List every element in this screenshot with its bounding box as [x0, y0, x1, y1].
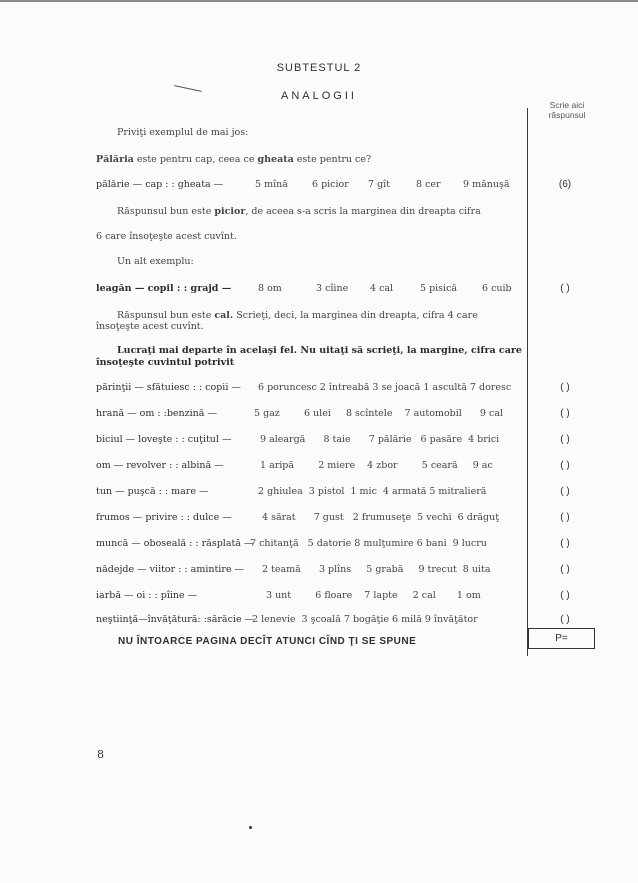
second-explanation-line-2: însoţeşte acest cuvînt. — [96, 321, 204, 332]
item-label: iarbă — oi : : pîine — — [96, 590, 198, 601]
item-options: 6 poruncesc 2 întreabă 3 se joacă 1 ascultă 7 doresc — [258, 382, 512, 393]
answer-slot[interactable]: ( ) — [560, 460, 570, 471]
item-label: părinţii — sfătuiesc : : copii — — [96, 382, 241, 393]
item-options: 3 unt 6 floare 7 lapte 2 cal 1 om — [266, 590, 481, 601]
answer-column-divider — [527, 108, 528, 656]
explanation-text: , de aceea s-a scris la marginea din dreapta cifra — [245, 206, 481, 217]
answer-slot[interactable]: ( ) — [560, 512, 570, 523]
item-options: 2 teamă 3 plîns 5 grabă 9 trecut 8 uita — [262, 564, 491, 575]
item-label: hrană — om : :benzină — — [96, 408, 217, 419]
score-box[interactable]: P= — [528, 628, 595, 649]
example-option: 5 mînă — [255, 179, 288, 190]
explanation-text: Răspunsul bun este — [117, 206, 215, 217]
second-example-intro: Un alt exemplu: — [117, 256, 194, 267]
item-options: 2 ghiulea 3 pistol 1 mic 4 armată 5 mitralieră — [258, 486, 487, 497]
item-options: 7 chitanţă 5 datorie 8 mulţumire 6 bani 9 lucru — [250, 538, 487, 549]
page-title: SUBTESTUL 2 — [276, 62, 362, 74]
page-number: 8 — [97, 748, 104, 761]
page-speck — [249, 826, 252, 829]
second-example-option: 6 cuib — [482, 283, 512, 294]
second-example-option: 3 cîine — [316, 283, 349, 294]
second-example-option: 5 pisică — [420, 283, 458, 294]
example-word-gheata: gheata — [257, 154, 294, 165]
item-label: frumos — privire : : dulce — — [96, 512, 232, 523]
example-option: 9 mănuşă — [463, 179, 510, 190]
example-option: 8 cer — [416, 179, 441, 190]
item-label: neştiinţă—învăţătură: :sărăcie — — [96, 614, 255, 625]
second-example-option: 4 cal — [370, 283, 394, 294]
item-label: om — revolver : : albină — — [96, 460, 224, 471]
answer-column-heading: Scrie aici răspunsul — [548, 100, 586, 120]
example-text-end: este pentru ce? — [293, 154, 372, 165]
item-label: muncă — oboseală : : răsplată — — [96, 538, 254, 549]
explanation-line-2: 6 care însoţeşte acest cuvînt. — [96, 231, 237, 242]
item-label: biciul — loveşte : : cuţitul — — [96, 434, 232, 445]
example-option: 7 gît — [368, 179, 391, 190]
second-explanation-line — [117, 310, 478, 321]
explanation-text: Scrieţi, deci, la marginea din dreapta, cifra 4 care — [233, 310, 478, 321]
work-instruction-line: Lucraţi mai departe în acelaşi fel. Nu uitaţi să scrieţi, la margine, cifra care — [117, 345, 522, 356]
explanation-text: Răspunsul bun este — [117, 310, 215, 321]
item-options: 1 aripă 2 miere 4 zbor 5 ceară 9 ac — [260, 460, 493, 471]
answer-slot[interactable]: ( ) — [560, 434, 570, 445]
item-options: 9 aleargă 8 taie 7 pălărie 6 pasăre 4 brici — [260, 434, 500, 445]
answer-slot[interactable]: ( ) — [560, 590, 570, 601]
answer-slot[interactable]: ( ) — [560, 408, 570, 419]
item-label: tun — puşcă : : mare — — [96, 486, 209, 497]
answer-slot[interactable]: ( ) — [560, 382, 570, 393]
answer-slot[interactable]: ( ) — [560, 564, 570, 575]
page-subtitle: ANALOGII — [281, 90, 357, 102]
answer-slot[interactable]: ( ) — [560, 538, 570, 549]
answer-slot[interactable]: ( ) — [560, 283, 570, 294]
explanation-keyword: picior — [214, 206, 246, 217]
example-word-palaria: Pălăria — [96, 154, 134, 165]
example-row-label: pălărie — cap : : gheata — — [96, 179, 224, 190]
example-option: 6 picior — [312, 179, 349, 190]
answer-slot[interactable]: ( ) — [560, 486, 570, 497]
instruction-text: Priviţi exemplul de mai jos: — [117, 127, 249, 138]
work-instruction-line-2: însoţeşte cuvintul potrivit — [96, 357, 235, 368]
footer-instruction: NU ÎNTOARCE PAGINA DECÎT ATUNCI CÎND ŢI SE SPUNE — [118, 636, 417, 647]
item-options: 4 sărat 7 gust 2 frumuseţe 5 vechi 6 drăguţ — [262, 512, 500, 523]
answer-slot[interactable]: ( ) — [560, 614, 570, 625]
example-sentence — [96, 154, 371, 165]
item-options: 2 lenevie 3 şcoală 7 bogăţie 6 milă 9 învăţător — [252, 614, 478, 625]
example-answer: (6) — [558, 179, 572, 190]
top-edge-line — [0, 0, 638, 2]
explanation-line — [117, 206, 481, 217]
second-example-option: 8 om — [258, 283, 282, 294]
second-example-label: leagăn — copil : : grajd — — [96, 283, 232, 294]
example-text: este pentru cap, ceea ce — [133, 154, 258, 165]
item-options: 5 gaz 6 ulei 8 scîntele 7 automobil 9 cal — [254, 408, 504, 419]
explanation-keyword: cal. — [214, 310, 234, 321]
item-label: nădejde — viitor : : amintire — — [96, 564, 245, 575]
